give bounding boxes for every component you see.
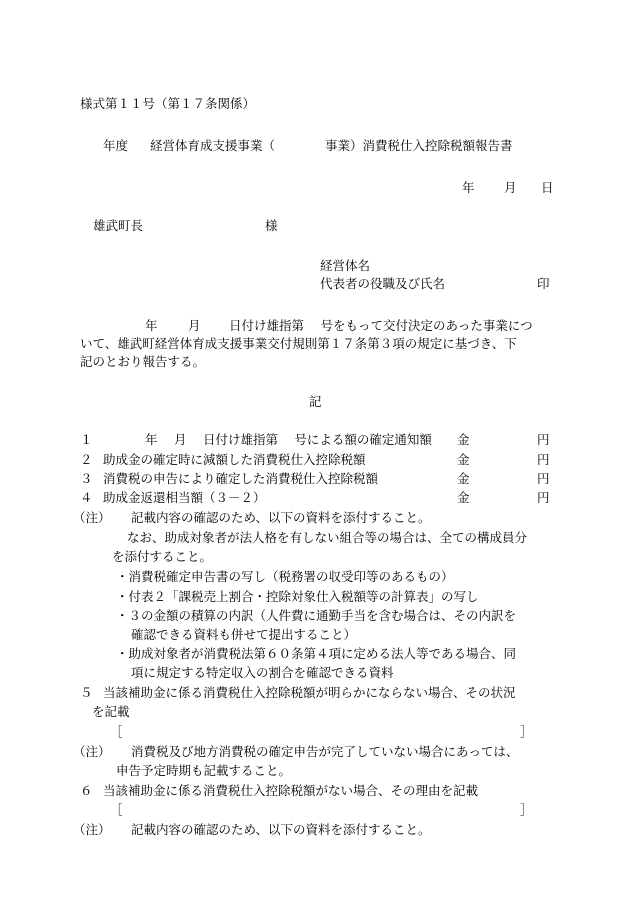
addressee-honorific: 様 <box>265 218 278 233</box>
body-line2: いて、雄武町経営体育成支援事業交付規則第１７条第３項の規定に基づき、下 <box>80 336 517 351</box>
item-1-yen-suffix: 円 <box>537 432 550 447</box>
item-5-bracket-open: ［ <box>110 724 123 739</box>
note-1-text: 記載内容の確認のため、以下の資料を添付すること。 <box>131 510 431 525</box>
note-1-sub2: を添付すること。 <box>112 549 213 564</box>
note-1-bullet-3-cont: 確認できる資料も併せて提出すること） <box>131 627 357 642</box>
representative-label: 代表者の役職及び氏名 <box>320 276 446 291</box>
note-1-bullet-2: ・付表２「課税売上割合・控除対象仕入税額等の計算表」の写し <box>116 589 479 604</box>
item-3-num: ３ <box>80 471 93 486</box>
item-4-yen-prefix: 金 <box>457 490 470 505</box>
note-1-bullet-4-cont: 項に規定する特定収入の割合を確認できる資料 <box>131 665 394 680</box>
item-4-num: ４ <box>80 490 93 505</box>
date-day: 日 <box>541 180 554 195</box>
item-5-bracket-close: ］ <box>520 724 533 739</box>
item-3-yen-prefix: 金 <box>457 471 470 486</box>
body-year: 年 <box>145 318 158 333</box>
addressee-name: 雄武町長 <box>93 218 144 233</box>
ki-heading: 記 <box>309 394 322 409</box>
note-1-label: （注） <box>73 510 111 525</box>
item-4-text: 助成金返還相当額（３－２） <box>103 490 266 505</box>
body-line3: 記のとおり報告する。 <box>80 354 206 369</box>
note-2-text-1: 消費税及び地方消費税の確定申告が完了していない場合にあっては、 <box>131 744 519 759</box>
seal-mark: 印 <box>537 276 550 291</box>
item-4-yen-suffix: 円 <box>537 490 550 505</box>
note-1-sub1: なお、助成対象者が法人格を有しない組合等の場合は、全ての構成員分 <box>127 530 528 545</box>
note-2-text-2: 申告予定時期も記載すること。 <box>116 763 292 778</box>
date-month: 月 <box>504 180 517 195</box>
note-1-bullet-3: ・３の金額の積算の内訳（人件費に通勤手当を含む場合は、その内訳を <box>116 608 517 623</box>
note-3-text: 記載内容の確認のため、以下の資料を添付すること。 <box>131 822 431 837</box>
item-5-num: ５ <box>80 685 93 700</box>
item-6-bracket-open: ［ <box>110 802 123 817</box>
note-3-label: （注） <box>73 822 111 837</box>
item-2-num: ２ <box>80 452 93 467</box>
note-2-label: （注） <box>73 744 111 759</box>
item-1-text: 年 月 日付け雄指第 号による額の確定通知額 <box>145 432 432 447</box>
item-6-text: 当該補助金に係る消費税仕入控除税額がない場合、その理由を記載 <box>103 783 479 798</box>
entity-label: 経営体名 <box>320 258 371 273</box>
note-1-bullet-4: ・助成対象者が消費税法第６０条第４項に定める法人等である場合、同 <box>116 646 517 661</box>
item-2-yen-suffix: 円 <box>537 452 550 467</box>
item-6-bracket-close: ］ <box>520 802 533 817</box>
title-project-prefix: 経営体育成支援事業（ <box>150 138 276 153</box>
item-1-num: １ <box>80 432 93 447</box>
item-3-yen-suffix: 円 <box>537 471 550 486</box>
item-3-text: 消費税の申告により確定した消費税仕入控除税額 <box>103 471 379 486</box>
body-month: 月 <box>188 318 201 333</box>
date-year: 年 <box>462 180 475 195</box>
item-5-text-2: を記載 <box>92 704 130 719</box>
title-project-suffix: 事業）消費税仕入控除税額報告書 <box>325 138 513 153</box>
item-2-yen-prefix: 金 <box>457 452 470 467</box>
body-line1: 日付け雄指第 号をもって交付決定のあった事業につ <box>229 318 533 333</box>
item-1-yen-prefix: 金 <box>457 432 470 447</box>
item-2-text: 助成金の確定時に減額した消費税仕入控除税額 <box>103 452 366 467</box>
form-number: 様式第１１号（第１７条関係） <box>80 96 256 111</box>
title-year-label: 年度 <box>103 138 129 153</box>
item-5-text-1: 当該補助金に係る消費税仕入控除税額が明らかにならない場合、その状況 <box>103 685 516 700</box>
item-6-num: ６ <box>80 783 93 798</box>
note-1-bullet-1: ・消費税確定申告書の写し（税務署の収受印等のあるもの） <box>116 569 454 584</box>
